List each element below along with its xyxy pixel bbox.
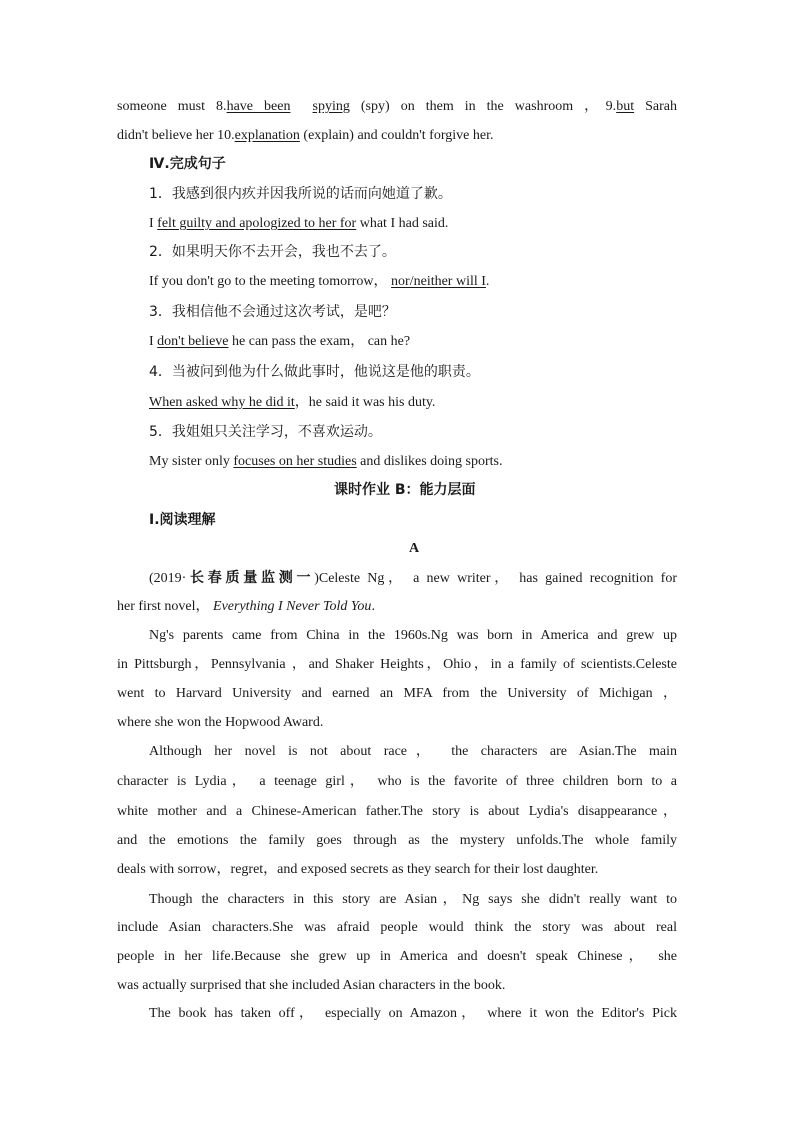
passage-line: deals with sorrow，regret，and exposed secrets as they search for their lost daughter. [117, 862, 599, 877]
source-label: 长春质量监测一 [186, 570, 315, 586]
passage-line: people in her life.Because she grew up in America and doesn't speak Chinese， she [117, 949, 677, 964]
answer-blank: spying [312, 99, 350, 114]
text-segment: . [371, 599, 375, 614]
text-segment: . [485, 274, 490, 289]
text-segment: I [149, 334, 158, 349]
passage-line: in Pittsburgh，Pennsylvania ，and Shaker Heights，Ohio，in a family of scientists.Celeste [117, 657, 677, 672]
answer-line-1 [117, 97, 677, 117]
text-segment: Sarah [634, 99, 677, 114]
passage-line: where she won the Hopwood Award. [117, 715, 324, 730]
passage-line: and the emotions the family goes through as the mystery unfolds.The whole family [117, 833, 677, 848]
question-answer [149, 272, 677, 292]
text-segment: (explain) and couldn't forgive her. [299, 128, 494, 143]
text-segment: (2019· [149, 571, 187, 586]
text-segment: )Celeste Ng， a new writer， has gained recognition for [314, 571, 678, 586]
text-segment: I [149, 216, 158, 231]
question-answer [149, 332, 677, 352]
section-title: 课时作业 B：能力层面 [334, 482, 476, 498]
question-chinese: 2．如果明天你不去开会，我也不去了。 [149, 244, 396, 260]
question-chinese: 4．当被问到他为什么做此事时，他说这是他的职责。 [149, 364, 480, 380]
passage-line: Though the characters in this story are Asian，Ng says she didn't really want to [149, 892, 677, 907]
text-segment: and dislikes doing sports. [356, 454, 503, 469]
passage-line: Although her novel is not about race， the characters are Asian.The main [149, 744, 677, 759]
section-heading: Ⅳ.完成句子 [149, 156, 226, 172]
text-segment: ，he said it was his duty. [294, 395, 436, 410]
answer-blank: nor/neither will I [391, 274, 486, 289]
reading-heading: Ⅰ.阅读理解 [149, 512, 216, 528]
text-segment: didn't believe her 10. [117, 128, 235, 143]
passage-label: A [408, 541, 420, 556]
text-segment: someone must 8. [117, 99, 227, 114]
passage-line: The book has taken off， especially on Amazon， where it won the Editor's Pick [149, 1006, 677, 1021]
text-segment: If you don't go to the meeting tomorrow， [149, 274, 392, 289]
question-answer [149, 214, 677, 234]
answer-blank: When asked why he did it [149, 395, 295, 410]
passage-line: went to Harvard University and earned an MFA from the University of Michigan ， [117, 686, 677, 701]
answer-blank: have been [226, 99, 291, 114]
text-segment: her first novel， [117, 599, 210, 614]
passage-line [117, 597, 677, 617]
question-chinese: 3．我相信他不会通过这次考试，是吧？ [149, 304, 396, 320]
text-segment: My sister only [149, 454, 234, 469]
passage-line: was actually surprised that she included Asian characters in the book. [117, 978, 506, 993]
question-chinese: 1．我感到很内疚并因我所说的话而向她道了歉。 [149, 186, 452, 202]
question-chinese: 5．我姐姐只关注学习，不喜欢运动。 [149, 424, 382, 440]
answer-blank: focuses on her studies [233, 454, 357, 469]
passage-line: include Asian characters.She was afraid people would think the story was about real [117, 920, 677, 935]
question-answer [149, 393, 677, 413]
answer-blank: explanation [234, 128, 300, 143]
passage-line: character is Lydia， a teenage girl， who is the favorite of three children born to a [117, 774, 677, 789]
passage-line: Ng's parents came from China in the 1960s.Ng was born in America and grew up [149, 628, 677, 643]
text-segment: he can pass the exam， can he? [228, 334, 411, 349]
text-segment: what I had said. [356, 216, 449, 231]
answer-blank: felt guilty and apologized to her for [157, 216, 357, 231]
passage-line [149, 568, 677, 589]
answer-blank: but [616, 99, 635, 114]
answer-line-2 [117, 126, 677, 146]
passage-line: white mother and a Chinese-American father.The story is about Lydia's disappearance， [117, 804, 677, 819]
text-segment: (spy) on them in the washroom ，9. [349, 99, 617, 114]
question-answer [149, 452, 677, 472]
answer-blank: don't believe [157, 334, 229, 349]
book-title: Everything I Never Told You [213, 599, 372, 614]
